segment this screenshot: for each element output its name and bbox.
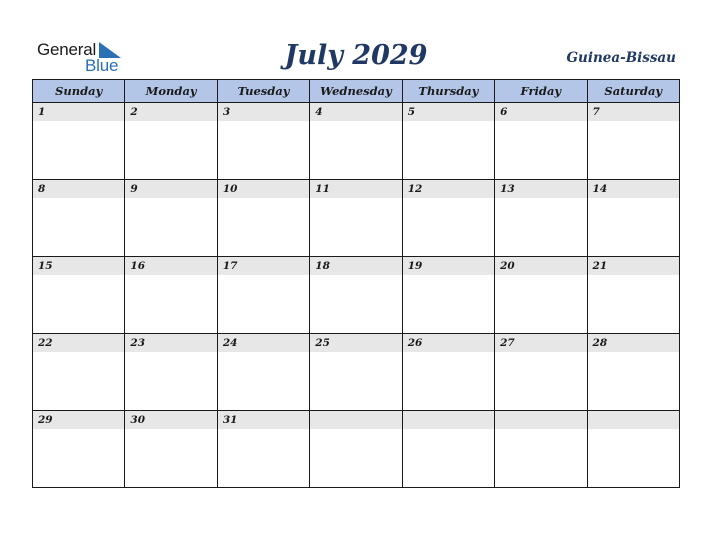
day-number: 11 <box>310 180 401 198</box>
day-number: 25 <box>310 334 401 352</box>
weekday-header: Saturday <box>587 80 679 103</box>
day-number: 13 <box>495 180 586 198</box>
day-number: 1 <box>33 103 124 121</box>
day-cell <box>310 257 402 334</box>
day-number: 9 <box>125 180 216 198</box>
day-cell <box>217 257 309 334</box>
day-cell <box>587 180 679 257</box>
day-number: 12 <box>403 180 494 198</box>
weekday-header: Thursday <box>402 80 494 103</box>
day-cell <box>402 180 494 257</box>
day-cell <box>495 257 587 334</box>
day-cell <box>495 334 587 411</box>
day-cell <box>33 103 125 180</box>
day-cell <box>310 103 402 180</box>
day-number: 21 <box>588 257 679 275</box>
day-number <box>588 411 679 429</box>
day-number: 4 <box>310 103 401 121</box>
day-cell <box>402 334 494 411</box>
calendar-grid <box>32 79 680 488</box>
day-number: 7 <box>588 103 679 121</box>
day-number <box>310 411 401 429</box>
day-cell <box>33 180 125 257</box>
day-number: 31 <box>218 411 309 429</box>
day-number <box>403 411 494 429</box>
day-cell <box>310 334 402 411</box>
day-cell <box>310 180 402 257</box>
weekday-header: Sunday <box>33 80 125 103</box>
weekday-header-row <box>33 80 680 103</box>
country-name: Guinea-Bissau <box>566 50 676 66</box>
day-cell <box>125 103 217 180</box>
day-cell <box>217 103 309 180</box>
week-row <box>33 334 680 411</box>
day-cell <box>33 334 125 411</box>
day-number: 6 <box>495 103 586 121</box>
day-number: 10 <box>218 180 309 198</box>
day-number: 24 <box>218 334 309 352</box>
calendar-title: July 2029 <box>284 40 428 71</box>
day-number: 17 <box>218 257 309 275</box>
day-cell <box>495 180 587 257</box>
day-number <box>495 411 586 429</box>
day-cell <box>402 103 494 180</box>
day-number: 15 <box>33 257 124 275</box>
day-cell <box>587 103 679 180</box>
day-cell <box>125 334 217 411</box>
day-number: 22 <box>33 334 124 352</box>
day-cell <box>33 411 125 488</box>
day-number: 14 <box>588 180 679 198</box>
day-number: 29 <box>33 411 124 429</box>
day-cell <box>33 257 125 334</box>
day-cell <box>402 257 494 334</box>
weekday-header: Friday <box>495 80 587 103</box>
day-number: 5 <box>403 103 494 121</box>
day-number: 8 <box>33 180 124 198</box>
day-cell <box>310 411 402 488</box>
day-number: 2 <box>125 103 216 121</box>
day-number: 16 <box>125 257 216 275</box>
day-cell <box>217 334 309 411</box>
weekday-header: Wednesday <box>310 80 402 103</box>
day-cell <box>125 180 217 257</box>
day-cell <box>217 411 309 488</box>
day-number: 28 <box>588 334 679 352</box>
day-number: 19 <box>403 257 494 275</box>
day-number: 27 <box>495 334 586 352</box>
logo-text-blue: Blue <box>85 56 119 75</box>
day-number: 18 <box>310 257 401 275</box>
week-row <box>33 103 680 180</box>
day-cell <box>125 411 217 488</box>
week-row <box>33 411 680 488</box>
week-row <box>33 257 680 334</box>
weekday-header: Monday <box>125 80 217 103</box>
day-cell <box>125 257 217 334</box>
day-cell <box>587 257 679 334</box>
day-cell <box>587 411 679 488</box>
weekday-header: Tuesday <box>217 80 309 103</box>
day-cell <box>402 411 494 488</box>
day-cell <box>217 180 309 257</box>
week-row <box>33 180 680 257</box>
day-number: 20 <box>495 257 586 275</box>
day-cell <box>587 334 679 411</box>
day-number: 30 <box>125 411 216 429</box>
day-number: 3 <box>218 103 309 121</box>
day-cell <box>495 103 587 180</box>
day-number: 23 <box>125 334 216 352</box>
day-number: 26 <box>403 334 494 352</box>
logo-text-general: General <box>37 40 97 59</box>
day-cell <box>495 411 587 488</box>
